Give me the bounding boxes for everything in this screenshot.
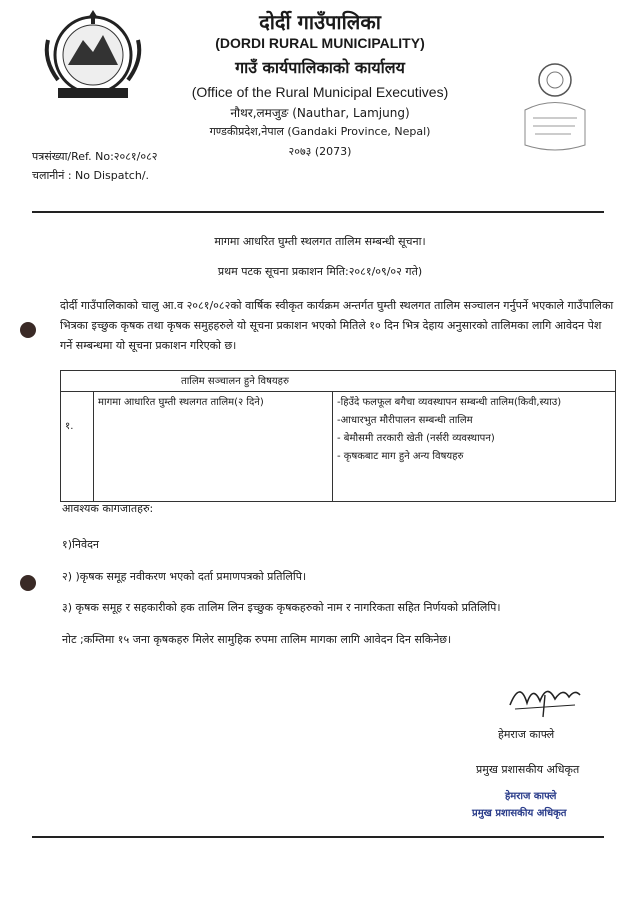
publication-date: प्रथम पटक सूचना प्रकाशन मिति:२०८१/०९/०२ गते) <box>217 265 423 278</box>
document-item: ३) कृषक समूह र सहकारीको हक तालिम लिन इच्छुक कृषकहरुको नाम र नागरिकता सहित निर्णयको प्रतिलिपि। <box>62 601 501 614</box>
location: नौथर,लमजुङ (Nauthar, Lamjung) <box>230 106 410 120</box>
established-year: २०७३ (2073) <box>288 145 352 158</box>
training-subjects <box>333 392 616 502</box>
title-stamp: प्रमुख प्रशासकीय अधिकृत <box>472 808 567 819</box>
hole-punch-icon <box>20 322 36 338</box>
document-item: १)निवेदन <box>62 538 100 551</box>
subject-item: - कृषकबाट माग हुने अन्य विषयहरु <box>337 451 464 462</box>
note: नोट ;कम्तिमा १५ जना कृषकहरु मिलेर सामुहिक रुपमा तालिम मागका लागि आवेदन दिन सकिनेछ। <box>62 633 452 646</box>
name-stamp: हेमराज काफ्ले <box>505 791 557 802</box>
header-divider <box>32 211 604 213</box>
notice-subject: मागमा आधरित घुम्ती स्थलगत तालिम सम्बन्धी सूचना। <box>214 235 426 248</box>
training-table <box>60 370 616 502</box>
footer-divider <box>32 836 604 838</box>
body-paragraph: दोर्दी गाउँपालिकाको चालु आ.व २०८१/०८२को वार्षिक स्वीकृत कार्यक्रम अन्तर्गत घुम्ती स्थलगत तालिम सञ्चालन गर्नुपर्ने भएकाले गाउँपालिका भित्रका इच्छुक कृषक तथा कृषक समुहहरुले यो सूचना प्रकाशन भएको मितिले १० दिन भित्र देहाय अनुसारको तालिमका लागि आवेदन पेश गर्ने सम्बन्धमा यो सूचना प्रकाशन गरिएको छ। <box>60 299 614 352</box>
table-header: तालिम सञ्चालन हुने विषयहरु <box>61 371 616 392</box>
dispatch-number: चलानीनं : No Dispatch/. <box>32 169 150 182</box>
table-row <box>61 392 616 502</box>
subject-item: -आधारभुत मौरीपालन सम्बन्धी तालिम <box>337 415 473 426</box>
reference-number: पत्रसंख्या/Ref. No:२०८१/०८२ <box>32 150 158 163</box>
document-item: २) )कृषक समूह नवीकरण भएको दर्ता प्रमाणपत्रको प्रतिलिपि। <box>62 570 307 583</box>
subject-item: - बेमौसमी तरकारी खेती (नर्सरी व्यवस्थापन) <box>337 433 495 444</box>
office-name-np: गाउँ कार्यपालिकाको कार्यालय <box>235 58 405 77</box>
training-name: मागमा आधारित घुम्ती स्थलगत तालिम(२ दिने) <box>94 392 333 502</box>
signatory-title: प्रमुख प्रशासकीय अधिकृत <box>476 763 580 776</box>
province: गण्डकीप्रदेश,नेपाल (Gandaki Province, Nepal) <box>209 125 431 138</box>
hole-punch-icon <box>20 575 36 591</box>
municipality-name-np: दोर्दी गाउँपालिका <box>259 10 381 34</box>
office-name-en: (Office of the Rural Municipal Executives) <box>191 84 449 100</box>
signatory-name: हेमराज काफ्ले <box>498 728 555 741</box>
subject-item: -हिउँदे फलफूल बगैचा व्यवस्थापन सम्बन्धी तालिम(किवी,स्याउ) <box>337 397 562 408</box>
municipality-name-en: (DORDI RURAL MUNICIPALITY) <box>215 35 425 51</box>
signature-icon <box>505 675 585 720</box>
row-number: १. <box>61 392 94 502</box>
documents-heading: आवश्यक कागजातहरु: <box>62 502 154 515</box>
